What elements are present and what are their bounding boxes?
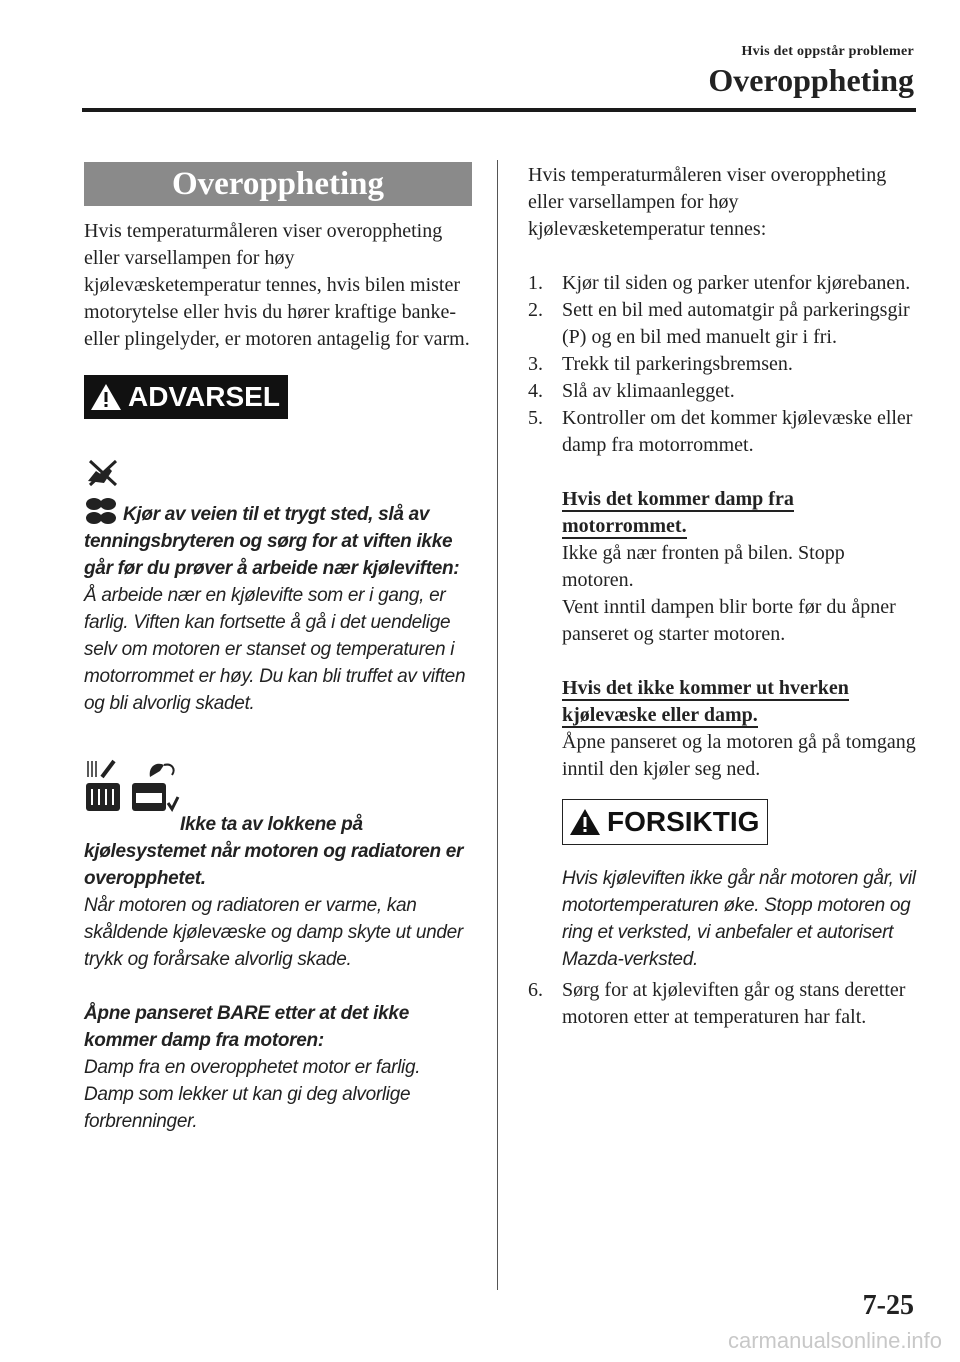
- list-item: 5. Kontroller om det kommer kjølevæske eller damp fra motorrommet.: [528, 407, 913, 456]
- list-item: 3. Trekk til parkeringsbremsen.: [528, 353, 793, 375]
- caution-label: FORSIKTIG: [607, 806, 760, 837]
- left-column: [84, 162, 472, 1135]
- intro-paragraph: Hvis temperaturmåleren viser overoppheting eller varsellampen for høy kjølevæsketemperatur tennes, hvis bilen mister motorytelse eller hvis du hører kraftige banke- eller plingelyder, er motoren antagelig for varm.: [84, 220, 470, 350]
- steam-text-1: Ikke gå nær fronten på bilen. Stopp motoren.: [562, 542, 845, 591]
- warning-label: ADVARSEL: [128, 381, 280, 412]
- page-header: [708, 44, 914, 99]
- warning-steam-heading: Åpne panseret BARE etter at det ikke kommer damp fra motoren:: [84, 1003, 409, 1051]
- steam-block: [528, 486, 918, 973]
- warning-triangle-icon: [90, 382, 122, 412]
- warning-badge: [84, 375, 288, 419]
- list-item: 1. Kjør til siden og parker utenfor kjørebanen.: [528, 272, 911, 294]
- nosteam-heading-wrap: [562, 675, 892, 729]
- caution-text: Hvis kjøleviften ikke går når motoren går, vil motortemperaturen øke. Stopp motoren og ring et verksted, vi anbefaler et autorisert Mazda-verksted.: [562, 868, 916, 970]
- warning-fan-text: [84, 496, 472, 717]
- list-item: 4. Slå av klimaanlegget.: [528, 380, 735, 402]
- no-hand-icon: [84, 455, 120, 489]
- steps-list: [528, 270, 918, 459]
- warning-fan: [84, 455, 472, 717]
- warning-steam-body: Damp fra en overopphetet motor er farlig. Damp som lekker ut kan gi deg alvorlige forbrenninger.: [84, 1057, 421, 1132]
- fan-icon: [84, 496, 118, 524]
- column-divider: [497, 160, 498, 1290]
- list-item: 2. Sett en bil med automatgir på parkeringsgir (P) og en bil med manuelt gir i fri.: [528, 299, 910, 348]
- warning-cap-text: [84, 811, 472, 973]
- page-number: 7-25: [862, 1290, 914, 1321]
- warning-fan-heading: Kjør av veien til et trygt sted, slå av tenningsbryteren og sørg for at viften ikke går før du prøver å arbeide nær kjøleviften:: [84, 504, 460, 579]
- cap-icons: [84, 757, 472, 813]
- list-item: 6. Sørg for at kjøleviften går og stans deretter motoren etter at temperaturen har falt.: [528, 979, 906, 1028]
- right-column: [528, 162, 918, 1031]
- warning-cap-heading: Ikke ta av lokkene på kjølesystemet når motoren og radiatoren er overopphetet.: [84, 814, 464, 889]
- caution-badge: [562, 799, 768, 845]
- steps-list-2: [528, 977, 918, 1031]
- radiator-cap-icon: [130, 757, 180, 813]
- warning-badge-wrap: [84, 375, 472, 419]
- steam-heading-wrap: [562, 486, 832, 540]
- section-title: Hvis det oppstår problemer: [741, 44, 914, 59]
- warning-fan-body: Å arbeide nær en kjølevifte som er i gang, er farlig. Viften kan fortsette å gå i det uendelige selv om motoren er stanset og temperaturen i motorrommet er høy. Du kan bli truffet av viften og bli alvorlig skadet.: [84, 585, 466, 714]
- warning-cap: [84, 757, 472, 1135]
- section-title-bar: Overoppheting: [84, 162, 472, 206]
- warning-steam-text: [84, 1000, 472, 1135]
- steam-heading: Hvis det kommer damp fra motorrommet.: [562, 488, 794, 537]
- chapter-title: Overoppheting: [708, 62, 914, 98]
- watermark: carmanualsonline.info: [727, 1328, 942, 1353]
- right-intro: Hvis temperaturmåleren viser overoppheting eller varsellampen for høy kjølevæsketemperatur tennes:: [528, 164, 887, 240]
- nosteam-heading: Hvis det ikke kommer ut hverken kjølevæske eller damp.: [562, 677, 849, 726]
- caution-triangle-icon: [569, 807, 601, 837]
- caution-badge-wrap: [562, 799, 918, 845]
- steam-text-2: Vent inntil dampen blir borte før du åpner panseret og starter motoren.: [562, 596, 896, 645]
- nosteam-text: Åpne panseret og la motoren gå på tomgang inntil den kjøler seg ned.: [562, 731, 916, 780]
- hot-radiator-icon: [84, 757, 122, 813]
- header-rule: [82, 108, 916, 112]
- warning-cap-body: Når motoren og radiatoren er varme, kan skåldende kjølevæske og damp skyte ut under trykk og forårsake alvorlig skade.: [84, 895, 463, 970]
